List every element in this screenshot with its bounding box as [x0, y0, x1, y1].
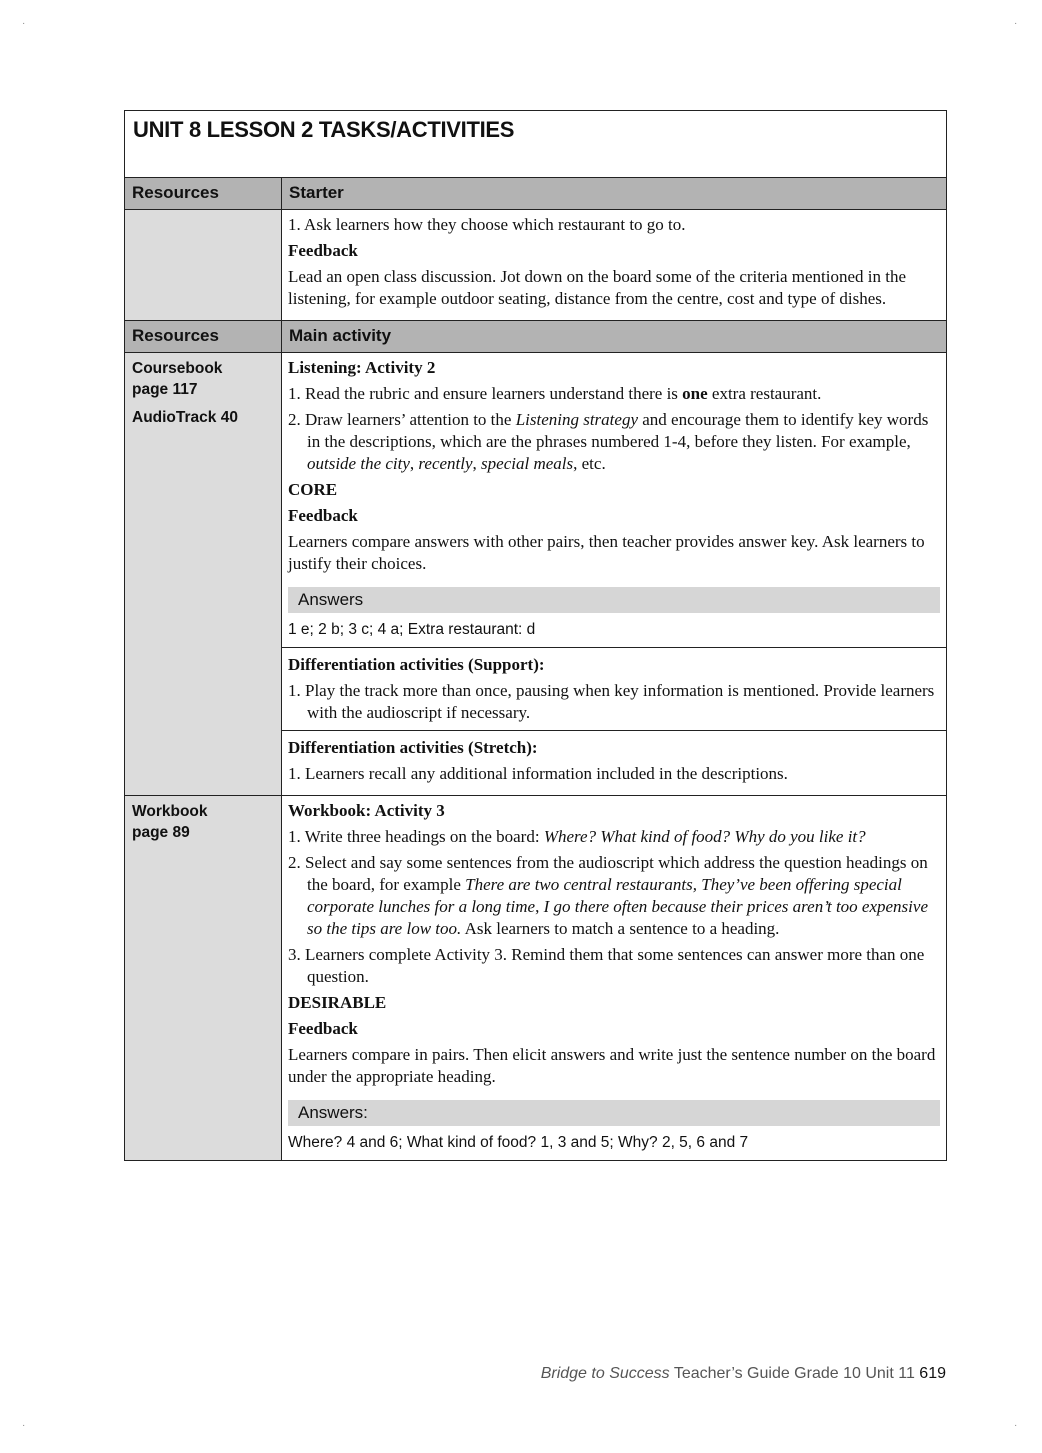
starter-item-1: 1. Ask learners how they choose which restaurant to go to.	[288, 215, 686, 234]
crop-mark: ·	[1014, 1420, 1018, 1431]
starter-resources	[125, 210, 282, 321]
support-section	[282, 647, 946, 724]
workbook-item-1: 1. Write three headings on the board: Where? What kind of food? Why do you like it?	[288, 827, 866, 846]
answers-text: 1 e; 2 b; 3 c; 4 a; Extra restaurant: d	[288, 621, 536, 638]
main-feedback-text: Learners compare answers with other pairs, then teacher provides answer key. Ask learners to justify their choices.	[288, 532, 925, 573]
answers-bar: Answers:	[288, 1100, 940, 1126]
starter-header: Starter	[289, 183, 344, 202]
stretch-title: Differentiation activities (Stretch):	[288, 738, 538, 757]
starter-row	[125, 210, 947, 321]
resource-coursebook: Coursebook page 117	[132, 360, 223, 398]
crop-mark: ·	[1014, 18, 1018, 29]
main-header-row	[125, 321, 947, 353]
workbook-row	[125, 796, 947, 1161]
workbook-feedback-text: Learners compare in pairs. Then elicit answers and write just the sentence number on the board under the appropriate heading.	[288, 1045, 936, 1086]
starter-body	[282, 210, 947, 321]
feedback-label: Feedback	[288, 1019, 358, 1038]
support-title: Differentiation activities (Support):	[288, 655, 545, 674]
level-label: CORE	[288, 480, 338, 499]
feedback-label: Feedback	[288, 241, 358, 260]
crop-mark: ·	[22, 1420, 26, 1431]
answers-bar: Answers	[288, 587, 940, 613]
stretch-item: 1. Learners recall any additional information included in the descriptions.	[288, 764, 788, 783]
starter-feedback-text: Lead an open class discussion. Jot down on the board some of the criteria mentioned in the listening, for example outdoor seating, distance from the centre, cost and type of dishes.	[288, 267, 906, 308]
resource-workbook: Workbook page 89	[132, 803, 208, 841]
starter-header-row	[125, 178, 947, 210]
book-title: Bridge to Success	[540, 1365, 670, 1382]
answers-text: Where? 4 and 6; What kind of food? 1, 3 and 5; Why? 2, 5, 6 and 7	[288, 1134, 749, 1151]
activity-title: Listening: Activity 2	[288, 358, 436, 377]
lesson-title: UNIT 8 LESSON 2 TASKS/ACTIVITIES	[133, 117, 515, 142]
main-item-2: 2. Draw learners’ attention to the Listening strategy and encourage them to identify key words in the descriptions, which are the phrases numbered 1-4, before they listen. For example, outside the city, recently, special meals, etc.	[288, 410, 929, 473]
main-activity-header: Main activity	[289, 326, 392, 345]
feedback-label: Feedback	[288, 506, 358, 525]
crop-mark: ·	[22, 18, 26, 29]
page-number: 619	[919, 1365, 946, 1382]
support-item: 1. Play the track more than once, pausing when key information is mentioned. Provide learners with the audioscript if necessary.	[288, 681, 935, 722]
main-item-1: 1. Read the rubric and ensure learners understand there is one extra restaurant.	[288, 384, 822, 403]
workbook-item-3: 3. Learners complete Activity 3. Remind them that some sentences can answer more than one question.	[288, 945, 925, 986]
workbook-body	[282, 796, 947, 1161]
main-body	[282, 353, 947, 796]
main-resources	[125, 353, 282, 796]
resource-audiotrack: AudioTrack 40	[132, 409, 238, 426]
lesson-table	[124, 110, 947, 1161]
main-row	[125, 353, 947, 796]
resources-header: Resources	[132, 183, 219, 202]
stretch-section	[282, 730, 946, 785]
page-footer	[541, 1365, 946, 1383]
resources-header: Resources	[132, 326, 219, 345]
guide-text: Teacher’s Guide Grade 10 Unit 11	[669, 1365, 920, 1382]
workbook-resources	[125, 796, 282, 1161]
level-label: DESIRABLE	[288, 993, 387, 1012]
workbook-item-2: 2. Select and say some sentences from the audioscript which address the question headings on the board, for example There are two central restaurants, They’ve been offering special corporate lunches for a long time, I go there often because their prices aren’t too expensive so the tips are low too. Ask learners to match a sentence to a heading.	[288, 853, 928, 938]
activity-title: Workbook: Activity 3	[288, 801, 445, 820]
title-cell	[125, 111, 947, 178]
